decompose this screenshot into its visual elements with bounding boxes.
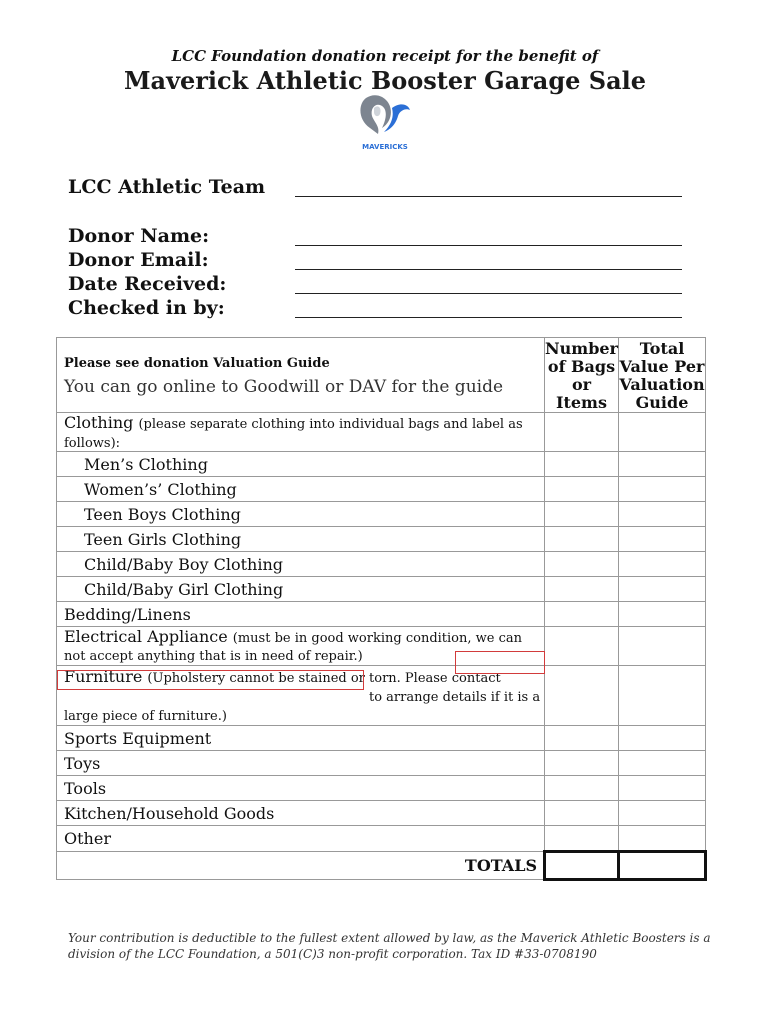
- donor-email-line[interactable]: [295, 268, 682, 270]
- guide-online-note: You can go online to Goodwill or DAV for the guide: [64, 377, 504, 397]
- totals-label: TOTALS: [57, 852, 545, 880]
- table-row: [57, 452, 706, 477]
- contact-name-field[interactable]: [455, 651, 545, 674]
- donor-email-label: Donor Email:: [68, 249, 209, 271]
- furniture-note: (Upholstery cannot be stained or torn. Please contact: [147, 671, 501, 686]
- value-input[interactable]: [619, 452, 706, 477]
- clothing-note: (please separate clothing into individual bags and label as follows):: [64, 417, 523, 451]
- value-input[interactable]: [619, 552, 706, 577]
- furniture-label: Furniture: [64, 667, 143, 686]
- table-row: [57, 826, 706, 852]
- event-title: Maverick Athletic Booster Garage Sale: [123, 66, 647, 95]
- bags-input[interactable]: [545, 413, 619, 452]
- team-label: LCC Athletic Team: [68, 176, 266, 198]
- table-row: [57, 527, 706, 552]
- bags-input[interactable]: [545, 627, 619, 666]
- bags-input[interactable]: [545, 602, 619, 627]
- row-label: Teen Boys Clothing: [57, 502, 545, 527]
- value-input[interactable]: [619, 751, 706, 776]
- total-value-input[interactable]: [619, 852, 706, 880]
- guide-cell: [57, 338, 545, 413]
- row-label: Teen Girls Clothing: [57, 527, 545, 552]
- value-column-header: Total Value Per Valuation Guide: [619, 339, 705, 412]
- bags-input[interactable]: [545, 751, 619, 776]
- bags-input[interactable]: [545, 527, 619, 552]
- bags-input[interactable]: [545, 726, 619, 751]
- electrical-note: (must be in good working condition, we can not accept anything that is in need of repair.): [64, 631, 522, 664]
- table-row: [57, 577, 706, 602]
- value-input[interactable]: [619, 577, 706, 602]
- value-input[interactable]: [619, 502, 706, 527]
- mavericks-logo: [352, 92, 418, 152]
- value-input[interactable]: [619, 602, 706, 627]
- bags-input[interactable]: [545, 552, 619, 577]
- row-label: Women’s’ Clothing: [57, 477, 545, 502]
- bags-column-header: Number of Bags or Items: [545, 339, 618, 412]
- row-label: Kitchen/Household Goods: [57, 801, 545, 826]
- contact-info-field[interactable]: [57, 670, 364, 690]
- table-row: [57, 552, 706, 577]
- value-input[interactable]: [619, 413, 706, 452]
- receipt-subtitle: LCC Foundation donation receipt for the benefit of: [171, 47, 599, 65]
- date-received-label: Date Received:: [68, 273, 227, 295]
- bags-input[interactable]: [545, 666, 619, 726]
- bags-input[interactable]: [545, 801, 619, 826]
- clothing-cell: [57, 413, 545, 452]
- table-row: [57, 477, 706, 502]
- bags-input[interactable]: [545, 502, 619, 527]
- electrical-label: Electrical Appliance: [64, 627, 228, 646]
- table-row: [57, 751, 706, 776]
- tax-disclaimer: Your contribution is deductible to the fullest extent allowed by law, as the Maverick Athletic Boosters is a division of the LCC Foundation, a 501(C)3 non-profit corporation. Tax ID #33-0708190: [68, 931, 711, 961]
- row-label: Child/Baby Boy Clothing: [57, 552, 545, 577]
- row-label: Toys: [57, 751, 545, 776]
- value-input[interactable]: [619, 801, 706, 826]
- value-input[interactable]: [619, 776, 706, 801]
- row-label: Tools: [57, 776, 545, 801]
- value-input[interactable]: [619, 627, 706, 666]
- donor-name-line[interactable]: [295, 244, 682, 246]
- value-input[interactable]: [619, 666, 706, 726]
- guide-title: Please see donation Valuation Guide: [64, 356, 330, 371]
- table-row: [57, 602, 706, 627]
- row-label: Child/Baby Girl Clothing: [57, 577, 545, 602]
- table-row: [57, 801, 706, 826]
- row-label: Other: [57, 826, 545, 852]
- table-row: [57, 726, 706, 751]
- bags-input[interactable]: [545, 577, 619, 602]
- checked-in-label: Checked in by:: [68, 297, 225, 319]
- value-input[interactable]: [619, 527, 706, 552]
- row-label: Sports Equipment: [57, 726, 545, 751]
- bags-input[interactable]: [545, 826, 619, 852]
- table-row: [57, 776, 706, 801]
- furniture-note-end: large piece of furniture.): [64, 709, 227, 724]
- svg-text:MAVERICKS: MAVERICKS: [362, 143, 408, 151]
- clothing-label: Clothing: [64, 413, 134, 432]
- value-input[interactable]: [619, 477, 706, 502]
- bags-input[interactable]: [545, 776, 619, 801]
- total-bags-input[interactable]: [545, 852, 619, 880]
- totals-row: [57, 852, 706, 880]
- bags-input[interactable]: [545, 452, 619, 477]
- bags-input[interactable]: [545, 477, 619, 502]
- row-label: Men’s Clothing: [57, 452, 545, 477]
- table-row: [57, 502, 706, 527]
- donation-table: [56, 337, 707, 881]
- value-input[interactable]: [619, 826, 706, 852]
- table-row: [57, 627, 706, 666]
- date-received-line[interactable]: [295, 292, 682, 294]
- row-label: Bedding/Linens: [57, 602, 545, 627]
- donor-name-label: Donor Name:: [68, 225, 210, 247]
- team-input-line[interactable]: [295, 195, 682, 197]
- furniture-note-continued: to arrange details if it is a: [369, 690, 541, 705]
- table-row: [57, 413, 706, 452]
- checked-in-line[interactable]: [295, 316, 682, 318]
- value-input[interactable]: [619, 726, 706, 751]
- table-header-row: [57, 338, 706, 413]
